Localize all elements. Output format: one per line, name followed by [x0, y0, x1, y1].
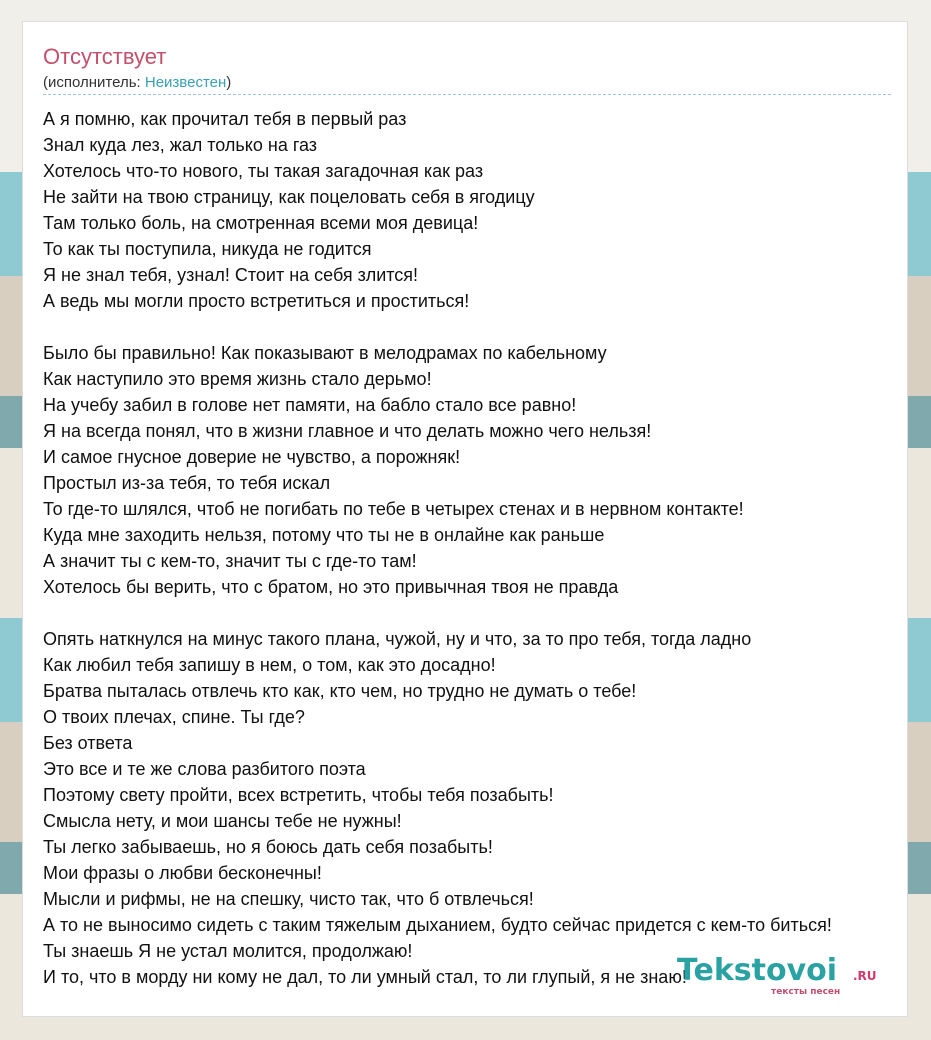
stanza-gap: [43, 314, 931, 340]
lyric-line: Было бы правильно! Как показывают в мелодрамах по кабельному: [43, 343, 607, 363]
song-title: Отсутствует: [43, 44, 167, 69]
lyric-line: А значит ты с кем-то, значит ты с где-то там!: [43, 551, 417, 571]
lyric-line: Как любил тебя запишу в нем, о том, как это досадно!: [43, 655, 496, 675]
lyric-line: Хотелось бы верить, что с братом, но это привычная твоя не правда: [43, 577, 619, 597]
lyric-line: Я не знал тебя, узнал! Стоит на себя злится!: [43, 265, 419, 285]
stanza-gap: [43, 600, 931, 626]
lyric-line: А то не выносимо сидеть с таким тяжелым дыханием, будто сейчас придется с кем-то биться!: [43, 915, 832, 935]
artist-link[interactable]: Неизвестен: [144, 74, 227, 91]
lyric-line: Смысла нету, и мои шансы тебе не нужны!: [43, 811, 402, 831]
artist-line: [43, 74, 231, 91]
lyric-line: Братва пыталась отвлечь кто как, кто чем, но трудно не думать о тебе!: [43, 681, 637, 701]
lyric-line: Опять наткнулся на минус такого плана, чужой, ну и что, за то про тебя, тогда ладно: [43, 629, 752, 649]
site-logo[interactable]: [677, 953, 887, 997]
lyric-line: Без ответа: [43, 733, 133, 753]
lyrics-text: [43, 106, 931, 990]
logo-tld: .RU: [853, 969, 877, 983]
verse-1: [43, 106, 931, 314]
lyric-line: Куда мне заходить нельзя, потому что ты не в онлайне как раньше: [43, 525, 605, 545]
logo-wordmark: Tekstovoi: [677, 953, 838, 988]
lyrics-card: [22, 21, 908, 1017]
lyric-line: А ведь мы могли просто встретиться и проститься!: [43, 291, 470, 311]
lyric-line: На учебу забил в голове нет памяти, на бабло стало все равно!: [43, 395, 577, 415]
verse-3: [43, 626, 931, 990]
lyric-line: Как наступило это время жизнь стало дерьмо!: [43, 369, 432, 389]
lyric-line: Ты легко забываешь, но я боюсь дать себя позабыть!: [43, 837, 493, 857]
lyric-line: Простыл из-за тебя, то тебя искал: [43, 473, 331, 493]
lyric-line: Поэтому свету пройти, всех встретить, чтобы тебя позабыть!: [43, 785, 554, 805]
lyric-line: То где-то шлялся, чтоб не погибать по тебе в четырех стенах и в нервном контакте!: [43, 499, 744, 519]
lyric-line: И самое гнусное доверие не чувство, а порожняк!: [43, 447, 461, 467]
lyric-line: О твоих плечах, спине. Ты где?: [43, 707, 305, 727]
artist-suffix: ): [226, 74, 232, 91]
lyric-line: И то, что в морду ни кому не дал, то ли умный стал, то ли глупый, я не знаю!: [43, 967, 687, 987]
lyric-line: Там только боль, на смотренная всеми моя девица!: [43, 213, 479, 233]
lyric-line: То как ты поступила, никуда не годится: [43, 239, 372, 259]
lyric-line: А я помню, как прочитал тебя в первый раз: [43, 109, 407, 129]
lyric-line: Это все и те же слова разбитого поэта: [43, 759, 366, 779]
header-divider: [43, 94, 891, 95]
lyric-line: Знал куда лез, жал только на газ: [43, 135, 318, 155]
logo-tagline: тексты песен: [771, 987, 841, 997]
lyric-line: Мои фразы о любви бесконечны!: [43, 863, 322, 883]
lyric-line: Не зайти на твою страницу, как поцеловать себя в ягодицу: [43, 187, 535, 207]
lyric-line: Ты знаешь Я не устал молится, продолжаю!: [43, 941, 413, 961]
artist-prefix: (исполнитель:: [43, 74, 145, 91]
lyric-line: Я на всегда понял, что в жизни главное и что делать можно чего нельзя!: [43, 421, 652, 441]
lyric-line: Мысли и рифмы, не на спешку, чисто так, что б отвлечься!: [43, 889, 534, 909]
lyric-line: Хотелось что-то нового, ты такая загадочная как раз: [43, 161, 484, 181]
verse-2: [43, 340, 931, 600]
